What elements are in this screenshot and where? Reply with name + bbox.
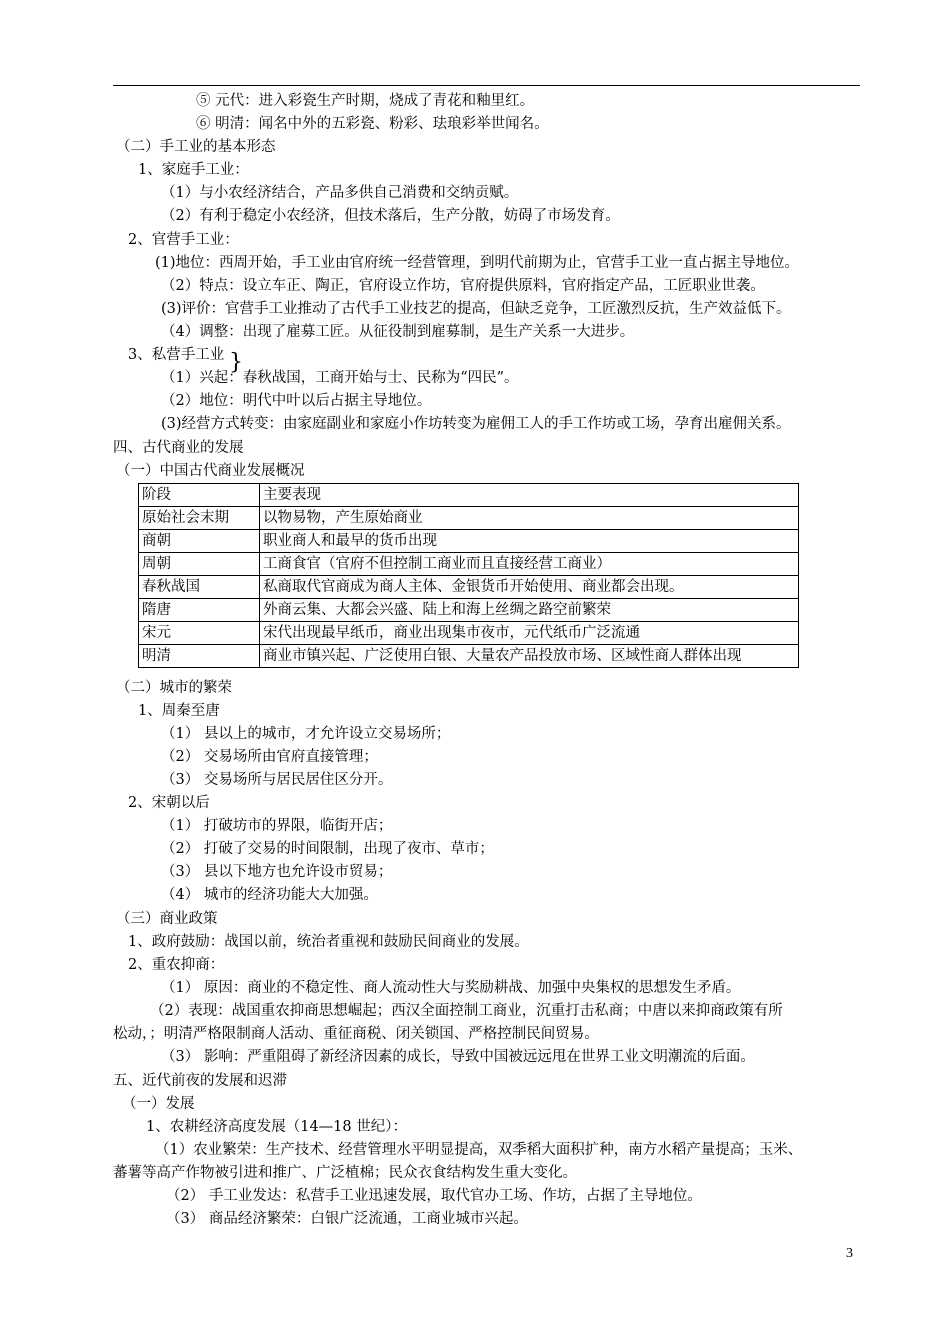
subsection-heading: 1、农耕经济高度发展（14—18 世纪）： — [146, 1119, 407, 1135]
text-line: ⑥ 明清：闻名中外的五彩瓷、粉彩、珐琅彩举世闻名。 — [196, 116, 549, 132]
text-line: （1） 原因：商业的不稳定性、商人流动性大与奖励耕战、加强中央集权的思想发生矛盾。 — [161, 980, 741, 996]
text-line: （2）特点：设立车正、陶正，官府设立作坊，官府提供原料，官府指定产品，工匠职业世袭。 — [161, 278, 765, 294]
chapter-heading: 四、古代商业的发展 — [113, 440, 244, 456]
text-line: （4） 城市的经济功能大大加强。 — [161, 887, 378, 903]
text-line: 1、政府鼓励：战国以前，统治者重视和鼓励民间商业的发展。 — [128, 934, 529, 950]
table-row — [139, 645, 799, 668]
table-cell-period: 明清 — [139, 645, 260, 668]
text-line: (3)经营方式转变：由家庭副业和家庭小作坊转变为雇佣工人的手工作坊或工场，孕育出雇佣关系。 — [161, 416, 791, 432]
section-heading: （三）商业政策 — [116, 911, 218, 927]
table-cell-description: 宋代出现最早纸币，商业出现集市夜市，元代纸币广泛流通 — [260, 622, 799, 645]
table-cell-description: 工商食官（官府不但控制工商业而且直接经营工商业） — [260, 553, 799, 576]
text-line: （1）与小农经济结合，产品多供自己消费和交纳贡赋。 — [161, 185, 519, 201]
table-cell-description: 外商云集、大都会兴盛、陆上和海上丝绸之路空前繁荣 — [260, 599, 799, 622]
text-line: （3） 县以下地方也允许设市贸易； — [161, 864, 393, 880]
table-row — [139, 576, 799, 599]
text-line: （3） 影响：严重阻碍了新经济因素的成长，导致中国被远远甩在世界工业文明潮流的后面。 — [161, 1049, 755, 1065]
chapter-heading: 五、近代前夜的发展和迟滞 — [113, 1073, 287, 1089]
text-line: （2） 交易场所由官府直接管理； — [161, 749, 378, 765]
text-line: 松动，；明清严格限制商人活动、重征商税、闭关锁国、严格控制民间贸易。 — [113, 1026, 599, 1042]
table-row — [139, 530, 799, 553]
text-line: （2）表现：战国重农抑商思想崛起；西汉全面控制工商业，沉重打击私商；中唐以来抑商政策有所 — [150, 1003, 783, 1019]
handwritten-brace-mark: } — [229, 350, 243, 375]
section-heading: （二）手工业的基本形态 — [116, 139, 276, 155]
table-cell-period: 隋唐 — [139, 599, 260, 622]
subsection-heading: 2、官营手工业： — [128, 232, 239, 248]
text-line: （1） 县以上的城市，才允许设立交易场所； — [161, 726, 451, 742]
table-cell-description: 商业市镇兴起、广泛使用白银、大量农产品投放市场、区域性商人群体出现 — [260, 645, 799, 668]
table-cell-period: 周朝 — [139, 553, 260, 576]
text-line: （1）兴起：春秋战国，工商开始与士、民称为“四民”。 — [161, 370, 519, 386]
section-heading: （一）发展 — [122, 1096, 195, 1112]
table-row — [139, 553, 799, 576]
table-row — [139, 599, 799, 622]
commerce-overview-table — [138, 483, 799, 668]
table-header-cell: 阶段 — [139, 484, 260, 507]
text-line: （1）农业繁荣：生产技术、经营管理水平明显提高，双季稻大面积扩种，南方水稻产量提高；玉米、 — [155, 1142, 803, 1158]
text-line: (3)评价：官营手工业推动了古代手工业技艺的提高，但缺乏竞争，工匠激烈反抗，生产效益低下。 — [161, 301, 791, 317]
table-row — [139, 622, 799, 645]
text-line: 蕃薯等高产作物被引进和推广、广泛植棉；民众衣食结构发生重大变化。 — [113, 1165, 577, 1181]
table-cell-period: 宋元 — [139, 622, 260, 645]
text-line: （3） 交易场所与居民居住区分开。 — [161, 772, 393, 788]
subsection-heading: 1、周秦至唐 — [138, 703, 220, 719]
text-line: （2） 手工业发达：私营手工业迅速发展，取代官办工场、作坊，占据了主导地位。 — [166, 1188, 702, 1204]
page-number: 3 — [846, 1246, 853, 1261]
table-cell-period: 春秋战国 — [139, 576, 260, 599]
table-header-row — [139, 484, 799, 507]
section-heading: （一）中国古代商业发展概况 — [116, 463, 305, 479]
header-rule — [113, 85, 860, 86]
subsection-heading: 1、家庭手工业： — [138, 162, 249, 178]
subsection-heading: 2、重农抑商： — [128, 957, 225, 973]
text-line: （2）有利于稳定小农经济，但技术落后，生产分散，妨碍了市场发育。 — [161, 208, 620, 224]
text-line: （4）调整：出现了雇募工匠。从征役制到雇募制，是生产关系一大进步。 — [161, 324, 635, 340]
table-cell-description: 以物易物，产生原始商业 — [260, 507, 799, 530]
table-cell-description: 职业商人和最早的货币出现 — [260, 530, 799, 553]
section-heading: （二）城市的繁荣 — [116, 680, 232, 696]
table-row — [139, 507, 799, 530]
text-line: (1)地位：西周开始，手工业由官府统一经营管理，到明代前期为止，官营手工业一直占据主导地位。 — [155, 255, 800, 271]
table-cell-period: 原始社会末期 — [139, 507, 260, 530]
subsection-heading: 3、私营手工业 — [128, 347, 225, 363]
subsection-heading: 2、宋朝以后 — [128, 795, 210, 811]
table-cell-period: 商朝 — [139, 530, 260, 553]
text-line: （2）地位：明代中叶以后占据主导地位。 — [161, 393, 432, 409]
text-line: （1） 打破坊市的界限，临街开店； — [161, 818, 393, 834]
text-line: （3） 商品经济繁荣：白银广泛流通，工商业城市兴起。 — [166, 1211, 528, 1227]
table-header-cell: 主要表现 — [260, 484, 799, 507]
text-line: ⑤ 元代：进入彩瓷生产时期，烧成了青花和釉里红。 — [196, 93, 535, 109]
table-cell-description: 私商取代官商成为商人主体、金银货币开始使用、商业都会出现。 — [260, 576, 799, 599]
text-line: （2） 打破了交易的时间限制，出现了夜市、草市； — [161, 841, 494, 857]
